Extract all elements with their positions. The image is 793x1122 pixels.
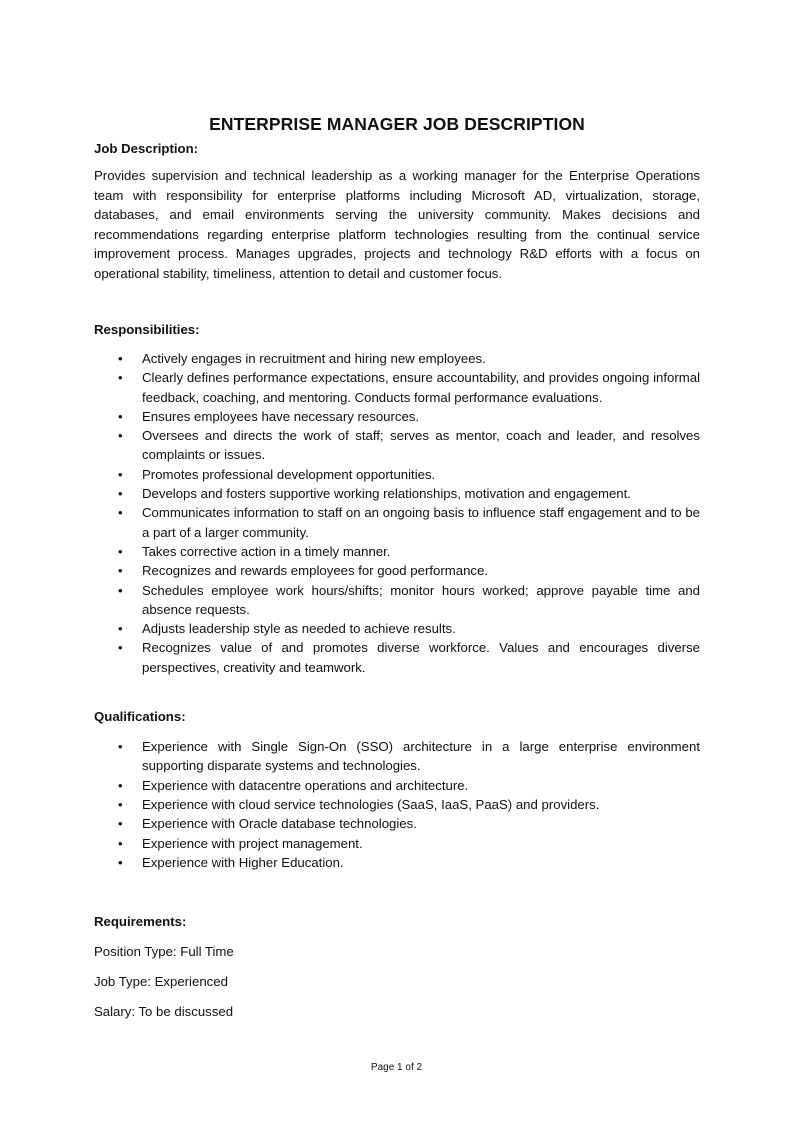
list-item-text: Recognizes and rewards employees for good performance. [142, 563, 488, 579]
job-type: Job Type: Experienced [94, 974, 228, 990]
list-item [94, 638, 700, 677]
job-description-section [94, 139, 700, 283]
list-item [94, 776, 700, 795]
requirements-heading: Requirements: [94, 914, 187, 930]
list-item-text: Experience with project management. [142, 835, 363, 851]
list-item-text: Experience with Higher Education. [142, 854, 344, 870]
qualifications-list [94, 737, 700, 872]
bullet-icon: • [118, 739, 123, 755]
salary: Salary: To be discussed [94, 1004, 234, 1020]
list-item-text: Develops and fosters supportive working relationships, motivation and engagement. [142, 486, 631, 502]
document-content [94, 112, 700, 1021]
list-item [94, 834, 700, 853]
bullet-icon: • [118, 621, 123, 637]
responsibilities-section [94, 320, 700, 677]
list-item-text: Clearly defines performance expectations, ensure accountability, and provides ongoing informal feedback, coaching, and mentoring. Conducts formal performance evaluations. [142, 370, 700, 405]
bullet-icon: • [118, 505, 123, 521]
list-item [94, 814, 700, 833]
list-item [94, 737, 700, 776]
list-item-text: Oversees and directs the work of staff; serves as mentor, coach and leader, and resolves complaints or issues. [142, 428, 700, 463]
list-item [94, 795, 700, 814]
list-item-text: Experience with Single Sign-On (SSO) architecture in a large enterprise environment supporting disparate systems and technologies. [142, 739, 700, 774]
list-item-text: Experience with cloud service technologies (SaaS, IaaS, PaaS) and providers. [142, 796, 600, 812]
list-item-text: Promotes professional development opportunities. [142, 466, 436, 482]
bullet-icon: • [118, 563, 123, 579]
bullet-icon: • [118, 777, 123, 793]
list-item [94, 581, 700, 620]
list-item-text: Recognizes value of and promotes diverse workforce. Values and encourages diverse perspectives, creativity and teamwork. [142, 640, 700, 675]
list-item-text: Experience with datacentre operations and architecture. [142, 777, 469, 793]
list-item-text: Ensures employees have necessary resources. [142, 408, 420, 424]
bullet-icon: • [118, 816, 123, 832]
list-item-text: Experience with Oracle database technologies. [142, 816, 417, 832]
list-item [94, 561, 700, 580]
position-type: Position Type: Full Time [94, 944, 234, 960]
bullet-icon: • [118, 486, 123, 502]
job-description-heading: Job Description: [94, 141, 199, 156]
bullet-icon: • [118, 543, 123, 559]
qualifications-heading: Qualifications: [94, 709, 186, 725]
bullet-icon: • [118, 428, 123, 444]
bullet-icon: • [118, 796, 123, 812]
list-item-text: Takes corrective action in a timely manner. [142, 543, 391, 559]
list-item-text: Schedules employee work hours/shifts; monitor hours worked; approve payable time and absence requests. [142, 582, 700, 617]
bullet-icon: • [118, 408, 123, 424]
bullet-icon: • [118, 640, 123, 656]
job-description-text: Provides supervision and technical leadership as a working manager for the Enterprise Operations team with responsibility for enterprise platforms including Microsoft AD, virtualization, storage, databases, and email environments serving the university community. Makes decisions and recommendations regarding enterprise platform technologies resulting from the continual service improvement process. Manages upgrades, projects and technology R&D efforts with a focus on operational stability, timeliness, attention to detail and customer focus. [94, 168, 700, 281]
bullet-icon: • [118, 835, 123, 851]
bullet-icon: • [118, 370, 123, 386]
list-item [94, 349, 700, 368]
bullet-icon: • [118, 351, 123, 366]
bullet-icon: • [118, 466, 123, 482]
document-title: ENTERPRISE MANAGER JOB DESCRIPTION [209, 114, 585, 134]
list-item [94, 426, 700, 465]
list-item-text: Adjusts leadership style as needed to achieve results. [142, 621, 456, 637]
page-number: Page 1 of 2 [370, 1062, 423, 1073]
list-item [94, 484, 700, 503]
qualifications-section [94, 707, 700, 872]
responsibilities-list [94, 349, 700, 677]
list-item [94, 542, 700, 561]
list-item [94, 619, 700, 638]
requirements-section [94, 912, 700, 1021]
bullet-icon: • [118, 854, 123, 870]
list-item [94, 465, 700, 484]
responsibilities-heading: Responsibilities: [94, 322, 200, 337]
list-item-text: Communicates information to staff on an ongoing basis to influence staff engagement and to be a part of a larger community. [142, 505, 700, 540]
list-item [94, 503, 700, 542]
list-item [94, 368, 700, 407]
list-item-text: Actively engages in recruitment and hiring new employees. [142, 351, 486, 366]
list-item [94, 853, 700, 872]
bullet-icon: • [118, 582, 123, 598]
list-item [94, 407, 700, 426]
